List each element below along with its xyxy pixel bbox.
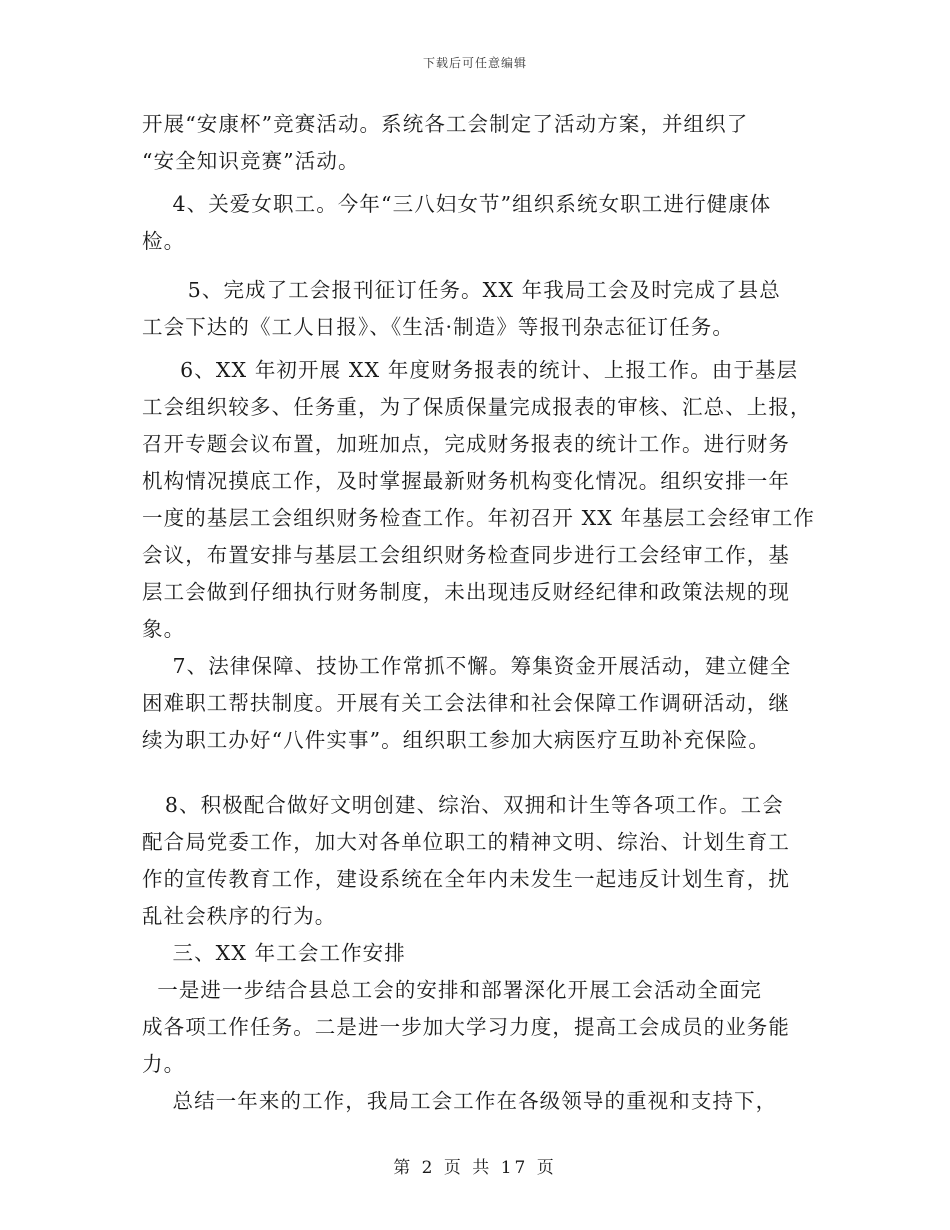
text-line: 配合局党委工作，加大对各单位职工的精神文明、综治、计划生育工 bbox=[142, 830, 790, 854]
text-line: 成各项工作任务。二是进一步加大学习力度，提高工会成员的业务能 bbox=[142, 1015, 790, 1039]
text-line: 乱社会秩序的行为。 bbox=[142, 904, 337, 928]
text-line: 机构情况摸底工作，及时掌握最新财务机构变化情况。组织安排一年 bbox=[142, 469, 790, 493]
document-body bbox=[142, 106, 816, 1120]
text-line: 工会组织较多、任务重，为了保质保量完成报表的审核、汇总、上报， bbox=[142, 395, 812, 419]
text-line: 工会下达的《工人日报》、《生活·制造》等报刊杂志征订任务。 bbox=[142, 315, 734, 339]
text-line: 层工会做到仔细执行财务制度，未出现违反财经纪律和政策法规的现 bbox=[142, 580, 790, 604]
text-line: 8、积极配合做好文明创建、综治、双拥和计生等各项工作。工会 bbox=[142, 793, 784, 817]
text-line: 检。 bbox=[142, 229, 186, 253]
text-line: 6、XX 年初开展 XX 年度财务报表的统计、上报工作。由于基层 bbox=[142, 358, 799, 382]
section-heading: 三、XX 年工会工作安排 bbox=[142, 941, 406, 965]
text-line: 7、法律保障、技协工作常抓不懈。筹集资金开展活动，建立健全 bbox=[142, 654, 792, 678]
text-line: 总结一年来的工作，我局工会工作在各级领导的重视和支持下， bbox=[142, 1089, 778, 1113]
text-line: 续为职工办好“八件实事”。组织职工参加大病医疗互助补充保险。 bbox=[142, 728, 770, 752]
text-line: 5、完成了工会报刊征订任务。XX 年我局工会及时完成了县总 bbox=[142, 278, 781, 302]
text-line: 困难职工帮扶制度。开展有关工会法律和社会保障工作调研活动，继 bbox=[142, 691, 790, 715]
text-line: “安全知识竞赛”活动。 bbox=[142, 149, 360, 173]
text-line: 作的宣传教育工作，建设系统在全年内未发生一起违反计划生育，扰 bbox=[142, 867, 790, 891]
text-line: 象。 bbox=[142, 617, 186, 641]
text-line: 会议，布置安排与基层工会组织财务检查同步进行工会经审工作，基 bbox=[142, 543, 790, 567]
text-line: 开展“安康杯”竞赛活动。系统各工会制定了活动方案，并组织了 bbox=[142, 112, 749, 136]
text-line: 召开专题会议布置，加班加点，完成财务报表的统计工作。进行财务 bbox=[142, 432, 790, 456]
page-number: 第 2 页 共 17 页 bbox=[393, 1158, 557, 1178]
text-line: 一是进一步结合县总工会的安排和部署深化开展工会活动全面完 bbox=[142, 978, 763, 1002]
text-line: 一度的基层工会组织财务检查工作。年初召开 XX 年基层工会经审工作 bbox=[142, 506, 816, 530]
text-line: 4、关爱女职工。今年“三八妇女节”组织系统女职工进行健康体 bbox=[142, 192, 772, 216]
page-header-note: 下载后可任意编辑 bbox=[422, 56, 527, 70]
text-line: 力。 bbox=[142, 1052, 186, 1076]
